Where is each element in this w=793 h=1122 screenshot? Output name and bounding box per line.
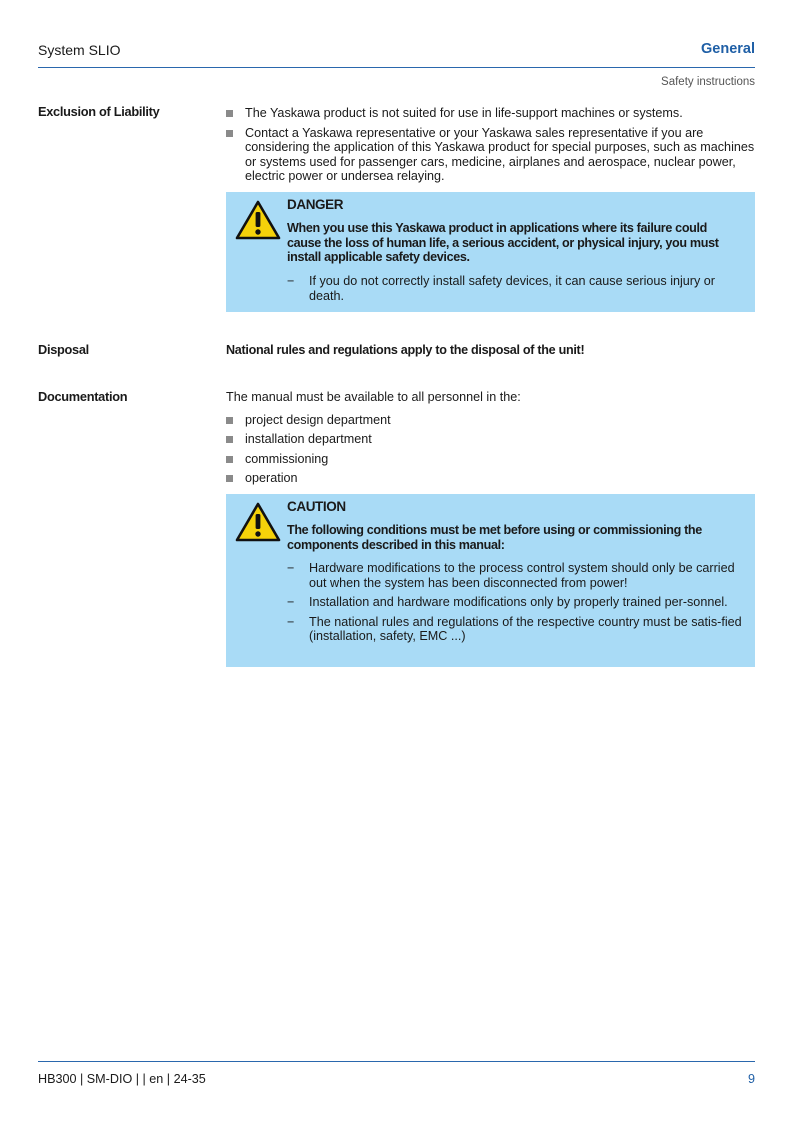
exclusion-label: Exclusion of Liability — [38, 104, 160, 119]
footer-document-id: HB300 | SM-DIO | | en | 24-35 — [38, 1072, 206, 1086]
danger-lead-text: When you use this Yaskawa product in applications where its failure could cause the loss of human life, a serious accident, or physical injury, you must install applicable safety devices. — [287, 221, 719, 264]
header-divider — [38, 67, 755, 68]
disposal-text: National rules and regulations apply to the disposal of the unit! — [226, 343, 585, 357]
warning-triangle-icon — [235, 200, 281, 240]
footer-divider — [38, 1061, 755, 1062]
danger-item-list — [287, 274, 747, 308]
disposal-label: Disposal — [38, 342, 89, 357]
danger-box — [226, 192, 755, 312]
list-item: − Hardware modifications to the process control system should only be carried out when the system has been disconnected from power! — [287, 561, 747, 590]
exclusion-content — [226, 106, 755, 189]
documentation-intro: The manual must be available to all personnel in the: — [226, 390, 521, 404]
footer-page-number: 9 — [747, 1072, 755, 1086]
list-item: − If you do not correctly install safety devices, it can cause serious injury or death. — [287, 274, 747, 303]
list-item: operation — [226, 471, 755, 486]
list-item: installation department — [226, 432, 755, 447]
list-item: Contact a Yaskawa representative or your Yaskawa sales representative if you are considering the application of this Yaskawa product for special purposes, such as machines or systems used for passenger cars, medicine, airplanes and aerospace, nuclear power, electric power or undersea relaying. — [226, 126, 755, 184]
list-item: − Installation and hardware modifications only by properly trained per-sonnel. — [287, 595, 747, 610]
caution-item-list — [287, 561, 747, 649]
list-item: commissioning — [226, 452, 755, 467]
documentation-content — [226, 390, 755, 491]
header-product-name: System SLIO — [38, 42, 121, 58]
header-section-subtitle: Safety instructions — [661, 76, 755, 88]
caution-title: CAUTION — [287, 499, 346, 514]
list-item: project design department — [226, 413, 755, 428]
danger-title: DANGER — [287, 197, 344, 212]
warning-triangle-icon — [235, 502, 281, 542]
documentation-bullet-list — [226, 413, 755, 486]
header-chapter-title: General — [701, 41, 755, 57]
exclusion-bullet-list — [226, 106, 755, 184]
caution-lead-text: The following conditions must be met before using or commissioning the components described in this manual: — [287, 523, 702, 552]
list-item: − The national rules and regulations of the respective country must be satis-fied (installation, safety, EMC ...) — [287, 615, 747, 644]
caution-box — [226, 494, 755, 667]
documentation-label: Documentation — [38, 389, 128, 404]
list-item: The Yaskawa product is not suited for use in life-support machines or systems. — [226, 106, 755, 121]
